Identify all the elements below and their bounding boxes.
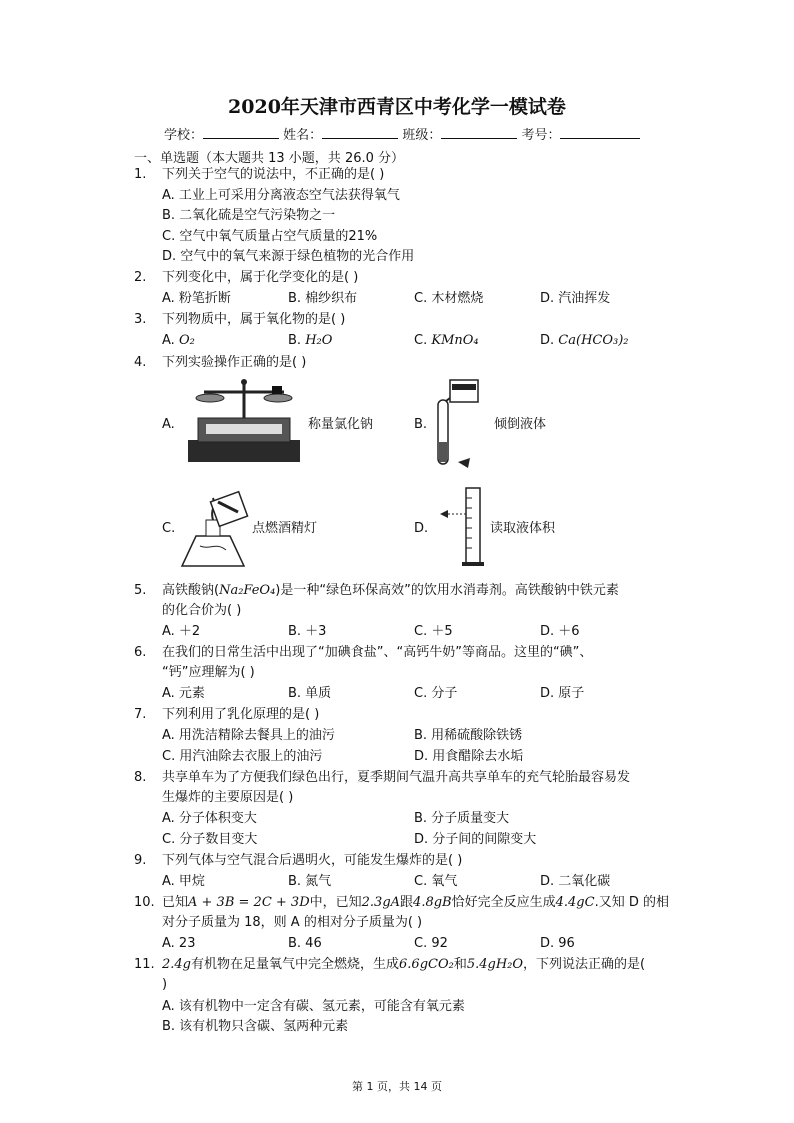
q2-option-d[interactable]: D. 汽油挥发: [540, 291, 611, 306]
q11-option-a[interactable]: A. 该有机物中一定含有碳、氢元素，可能含有氧元素: [162, 999, 465, 1014]
q10-option-b[interactable]: B. 46: [288, 936, 322, 951]
name-label: 姓名：: [283, 128, 323, 143]
q3-option-a[interactable]: [162, 332, 195, 350]
q10-equation: A + 3B = 2C + 3D: [188, 895, 310, 910]
q4-option-a-text: 称量氯化钠: [308, 417, 374, 432]
school-label: 学校：: [164, 128, 204, 143]
q9-option-d[interactable]: D. 二氧化碳: [540, 874, 611, 889]
q1-option-c[interactable]: C. 空气中氧气质量占空气质量的21%: [162, 229, 378, 244]
q4-option-d-label[interactable]: D.: [414, 521, 429, 536]
q6-option-b[interactable]: B. 单质: [288, 686, 332, 701]
q11-post: ，下列说法正确的是(: [523, 957, 646, 972]
q2-option-c[interactable]: C. 木材燃烧: [414, 291, 484, 306]
q10-post: .又知 D 的相: [594, 895, 669, 910]
q10-stem-line1: [162, 894, 669, 912]
q8-option-a[interactable]: A. 分子体积变大: [162, 811, 257, 826]
q3-b-formula: H₂O: [305, 333, 333, 348]
class-label: 班级：: [402, 128, 442, 143]
q2-option-b[interactable]: B. 棉纱织布: [288, 291, 358, 306]
q6-number: 6.: [134, 645, 147, 660]
q4-option-c-text: 点燃酒精灯: [252, 521, 318, 536]
q5-formula: Na₂FeO₄: [219, 583, 276, 598]
q11-mass-co2: 6.6gCO₂: [399, 957, 454, 972]
q1-option-d[interactable]: D. 空气中的氧气来源于绿色植物的光合作用: [162, 249, 415, 264]
student-info-row: [164, 124, 640, 143]
q4-option-b-text: 倾倒液体: [494, 417, 547, 432]
q5-option-d[interactable]: D. ＋6: [540, 624, 580, 639]
q4-stem: 下列实验操作正确的是( ): [162, 355, 307, 370]
section-heading: 一、单选题（本大题共 13 小题，共 26.0 分）: [134, 151, 405, 166]
q3-c-label: C.: [414, 333, 428, 348]
q9-option-b[interactable]: B. 氮气: [288, 874, 332, 889]
q11-stem-line1: [162, 956, 645, 974]
q4-option-d-text: 读取液体积: [490, 521, 556, 536]
q4-option-c-label[interactable]: C.: [162, 521, 176, 536]
q6-option-d[interactable]: D. 原子: [540, 686, 585, 701]
q3-number: 3.: [134, 312, 147, 327]
q8-stem-line1: 共享单车为了方便我们绿色出行，夏季期间气温升高共享单车的充气轮胎最容易发: [162, 770, 631, 785]
q2-option-a[interactable]: A. 粉笔折断: [162, 291, 231, 306]
exam-no-label: 考号：: [521, 128, 561, 143]
q3-option-c[interactable]: [414, 332, 479, 350]
balance-scale-image: [184, 378, 304, 468]
q7-option-d[interactable]: D. 用食醋除去水垢: [414, 749, 524, 764]
q9-stem: 下列气体与空气混合后遇明火，可能发生爆炸的是( ): [162, 853, 463, 868]
q3-c-formula: KMnO₄: [431, 333, 479, 348]
q3-option-b[interactable]: [288, 332, 332, 350]
q5-number: 5.: [134, 583, 147, 598]
q8-option-b[interactable]: B. 分子质量变大: [414, 811, 510, 826]
q3-d-formula: Ca(HCO₃)₂: [558, 333, 629, 348]
q5-option-b[interactable]: B. ＋3: [288, 624, 327, 639]
q3-d-label: D.: [540, 333, 555, 348]
q7-option-a[interactable]: A. 用洗洁精除去餐具上的油污: [162, 728, 335, 743]
q3-a-formula: O₂: [178, 333, 195, 348]
q5-stem-pre: 高铁酸钠(: [162, 583, 220, 598]
school-blank[interactable]: [203, 126, 279, 139]
class-blank[interactable]: [441, 126, 517, 139]
q1-number: 1.: [134, 167, 147, 182]
q8-stem-line2: 生爆炸的主要原因是( ): [162, 790, 294, 805]
q10-mid1: 中，已知: [309, 895, 362, 910]
exam-no-blank[interactable]: [560, 126, 640, 139]
q11-mid2: 和: [453, 957, 467, 972]
q7-number: 7.: [134, 707, 147, 722]
q8-number: 8.: [134, 770, 147, 785]
name-blank[interactable]: [322, 126, 398, 139]
q11-mass-organic: 2.4g: [162, 957, 191, 972]
q7-option-b[interactable]: B. 用稀硫酸除铁锈: [414, 728, 523, 743]
q10-pre: 已知: [162, 895, 189, 910]
q7-stem: 下列利用了乳化原理的是( ): [162, 707, 320, 722]
q11-mass-h2o: 5.4gH₂O: [466, 957, 524, 972]
q11-mid1: 有机物在足量氧气中完全燃烧，生成: [191, 957, 400, 972]
q10-option-a[interactable]: A. 23: [162, 936, 196, 951]
q6-option-a[interactable]: A. 元素: [162, 686, 205, 701]
q10-mass-a: 2.3gA: [361, 895, 401, 910]
graduated-cylinder-image: [436, 484, 488, 568]
q5-option-a[interactable]: A. ＋2: [162, 624, 201, 639]
q10-mid2: 跟: [400, 895, 414, 910]
q11-stem-line2: ): [162, 977, 168, 992]
alcohol-lamp-image: [176, 490, 252, 568]
page-title: 2020年天津市西青区中考化学一模试卷: [228, 96, 566, 118]
q9-number: 9.: [134, 853, 147, 868]
q8-option-d[interactable]: D. 分子间的间隙变大: [414, 832, 537, 847]
q5-option-c[interactable]: C. ＋5: [414, 624, 453, 639]
q10-mid3: 恰好完全反应生成: [451, 895, 556, 910]
q10-option-c[interactable]: C. 92: [414, 936, 448, 951]
q6-option-c[interactable]: C. 分子: [414, 686, 458, 701]
q9-option-c[interactable]: C. 氧气: [414, 874, 458, 889]
pouring-liquid-image: [432, 378, 492, 470]
q3-b-label: B.: [288, 333, 302, 348]
q5-stem-post: )是一种“绿色环保高效”的饮用水消毒剂。高铁酸钠中铁元素: [275, 583, 619, 598]
page-footer: 第 1 页，共 14 页: [352, 1080, 442, 1093]
q3-a-label: A.: [162, 333, 175, 348]
q2-stem: 下列变化中，属于化学变化的是( ): [162, 270, 359, 285]
q10-option-d[interactable]: D. 96: [540, 936, 575, 951]
q6-stem-line2: “钙”应理解为( ): [162, 665, 255, 680]
q3-stem: 下列物质中，属于氧化物的是( ): [162, 312, 346, 327]
q4-number: 4.: [134, 355, 147, 370]
q2-number: 2.: [134, 270, 147, 285]
q4-option-a-label[interactable]: A.: [162, 417, 175, 432]
q10-mass-b: 4.8gB: [413, 895, 452, 910]
q3-option-d[interactable]: [540, 332, 629, 350]
q11-option-b[interactable]: B. 该有机物只含碳、氢两种元素: [162, 1019, 349, 1034]
q1-stem: 下列关于空气的说法中，不正确的是( ): [162, 167, 385, 182]
q7-option-c[interactable]: C. 用汽油除去衣服上的油污: [162, 749, 323, 764]
q5-stem-line1: [162, 582, 619, 600]
q5-stem-line2: 的化合价为( ): [162, 603, 242, 618]
q10-stem-line2: 对分子质量为 18，则 A 的相对分子质量为( ): [162, 915, 423, 930]
q6-stem-line1: 在我们的日常生活中出现了“加碘食盐”、“高钙牛奶”等商品。这里的“碘”、: [162, 645, 593, 660]
q11-number: 11.: [134, 957, 155, 972]
q1-option-a[interactable]: A. 工业上可采用分离液态空气法获得氧气: [162, 188, 400, 203]
q8-option-c[interactable]: C. 分子数目变大: [162, 832, 258, 847]
q10-mass-c: 4.4gC: [555, 895, 595, 910]
q1-option-b[interactable]: B. 二氧化硫是空气污染物之一: [162, 208, 336, 223]
q4-option-b-label[interactable]: B.: [414, 417, 428, 432]
q9-option-a[interactable]: A. 甲烷: [162, 874, 205, 889]
q10-number: 10.: [134, 895, 155, 910]
